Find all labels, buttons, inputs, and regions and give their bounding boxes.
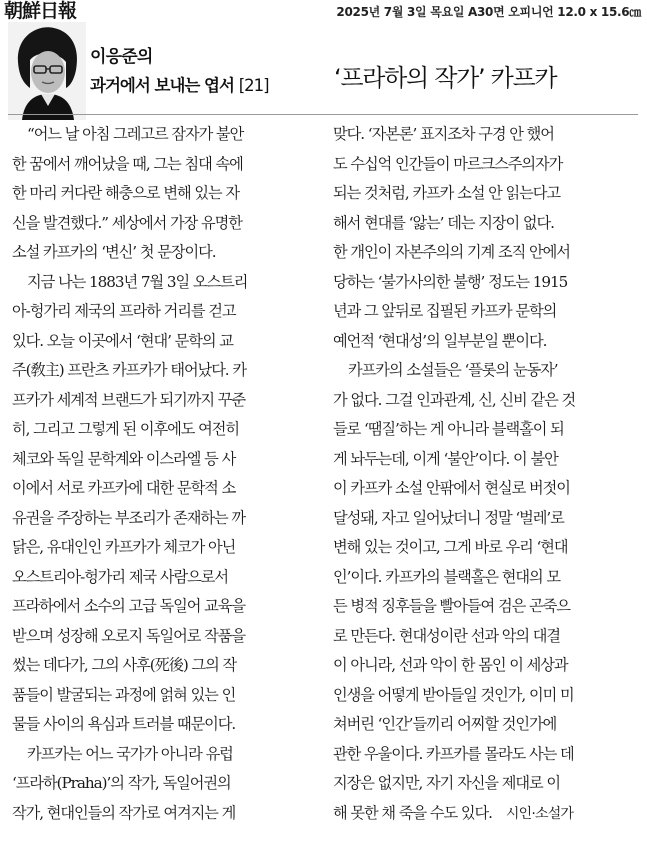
text-line: 작가, 현대인들의 작가로 여겨지는 게 [12,803,236,822]
text-line: 신을 발견했다.” 세상에서 가장 유명한 [12,213,242,232]
text-line: 이 아니라, 선과 악이 한 몸인 이 세상과 [333,656,568,674]
text-line: 프라하에서 소수의 고급 독일어 교육을 [12,597,246,615]
text-line: 있다. 오늘 이곳에서 ‘현대’ 문학의 교 [12,331,233,350]
text-line-with-signature [333,799,643,829]
text-line: 예언적 ‘현대성’의 일부분일 뿐이다. [333,331,547,350]
text-line: 관한 우울이다. 카프카를 몰라도 사는 데 [333,744,574,763]
article-headline: ‘프라하의 작가’ 카프카 [334,64,557,92]
text-line: 가 없다. 그걸 인과관계, 신, 신비 같은 것 [333,390,576,409]
text-line: 지장은 없지만, 자기 자신을 제대로 이 [333,774,560,792]
text-line: ‘프라하(Praha)’의 작가, 독일어권의 [12,774,231,792]
text-line: 한 개인이 자본주의의 기계 조직 안에서 [333,243,570,261]
text-line: 유권을 주장하는 부조리가 존재하는 까 [12,508,246,527]
masthead [0,0,647,22]
text-line: 품들이 발굴되는 과정에 얽혀 있는 인 [12,685,236,704]
series-title [90,72,269,96]
text-line: 되는 것처럼, 카프카 소설 안 읽는다고 [333,184,560,202]
text-line: 인’이다. 카프카의 블랙홀은 현대의 모 [333,567,560,586]
text-line: 프카가 세계적 브랜드가 되기까지 꾸준 [12,390,246,409]
text-line: 이 카프카 소설 안팎에서 현실로 버젓이 [333,479,570,497]
text-line: 인생을 어떻게 받아들일 것인가, 이미 미 [333,685,574,704]
text-line: 히, 그리고 그렇게 된 이후에도 여전히 [12,420,239,438]
text-line: 한 마리 커다란 해충으로 변해 있는 자 [12,184,239,202]
text-line: 쳐버린 ‘인간’들끼리 어찌할 것인가에 [333,715,557,733]
header-divider [8,114,638,115]
series-name: 과거에서 보내는 엽서 [90,76,234,95]
text-line: 해서 현대를 ‘앓는’ 데는 지장이 없다. [333,213,554,232]
text-line: 변해 있는 것이고, 그게 바로 우리 ‘현대 [333,538,568,556]
text-line: 카프카의 소설들은 ‘플롯의 눈동자’ [348,361,558,379]
text-line: 닭은, 유대인인 카프카가 체코가 아닌 [12,538,236,556]
author-signature: 시인·소설가 [505,805,574,822]
text-line: 한 꿈에서 깨어났을 때, 그는 침대 속에 [12,154,243,173]
text-line: 썼는 데다가, 그의 사후(死後) 그의 작 [12,656,237,674]
text-line: 도 수십억 인간들이 마르크스주의자가 [333,154,563,173]
text-line: 지금 나는 1883년 7월 3일 오스트리 [27,272,248,291]
author-photo [8,22,86,120]
text-line: 물들 사이의 욕심과 트러블 때문이다. [12,715,236,733]
text-line: 카프카는 어느 국가가 아니라 유럽 [27,744,233,763]
text-line: 해 못한 채 죽을 수도 있다. [333,803,492,822]
right-column [333,120,643,828]
text-line: 주(敎主) 프란츠 카프카가 태어났다. 카 [12,361,246,379]
left-column [12,120,322,828]
text-line: “어느 날 아침 그레고르 잠자가 불안 [27,125,244,143]
text-line: 오스트리아-헝가리 제국 사람으로서 [12,567,228,586]
text-line: 소설 카프카의 ‘변신’ 첫 문장이다. [12,243,216,261]
author-portrait-icon [8,22,86,120]
dateline: 2025년 7월 3일 목요일 A30면 오피니언 12.0 x 15.6㎝ [336,5,641,19]
text-line: 당하는 ‘불가사의한 불행’ 정도는 1915 [333,272,568,291]
text-line: 아-헝가리 제국의 프라하 거리를 걷고 [12,302,236,320]
text-line: 달성돼, 자고 일어났더니 정말 ‘벌레’로 [333,508,564,527]
text-line: 맞다. ‘자본론’ 표지조차 구경 안 했어 [333,125,554,143]
newspaper-logo: 朝鮮日報 [4,0,77,22]
text-line: 이에서 서로 카프카에 대한 문학적 소 [12,479,236,497]
text-line: 든 병적 징후들을 빨아들여 검은 곤죽으 [333,597,570,615]
author-name: 이응준의 [90,47,153,67]
text-line: 들로 ‘땜질’하는 게 아니라 블랙홀이 되 [333,420,564,438]
text-line: 게 놔두는데, 이게 ‘불안’이다. 이 불안 [333,449,558,468]
series-number: [21] [238,76,269,95]
text-line: 로 만든다. 현대성이란 선과 악의 대결 [333,626,560,645]
text-line: 체코와 독일 문학계와 이스라엘 등 사 [12,449,236,468]
text-line: 받으며 성장해 오로지 독일어로 작품을 [12,626,246,645]
text-line: 년과 그 앞뒤로 집필된 카프카 문학의 [333,302,557,320]
